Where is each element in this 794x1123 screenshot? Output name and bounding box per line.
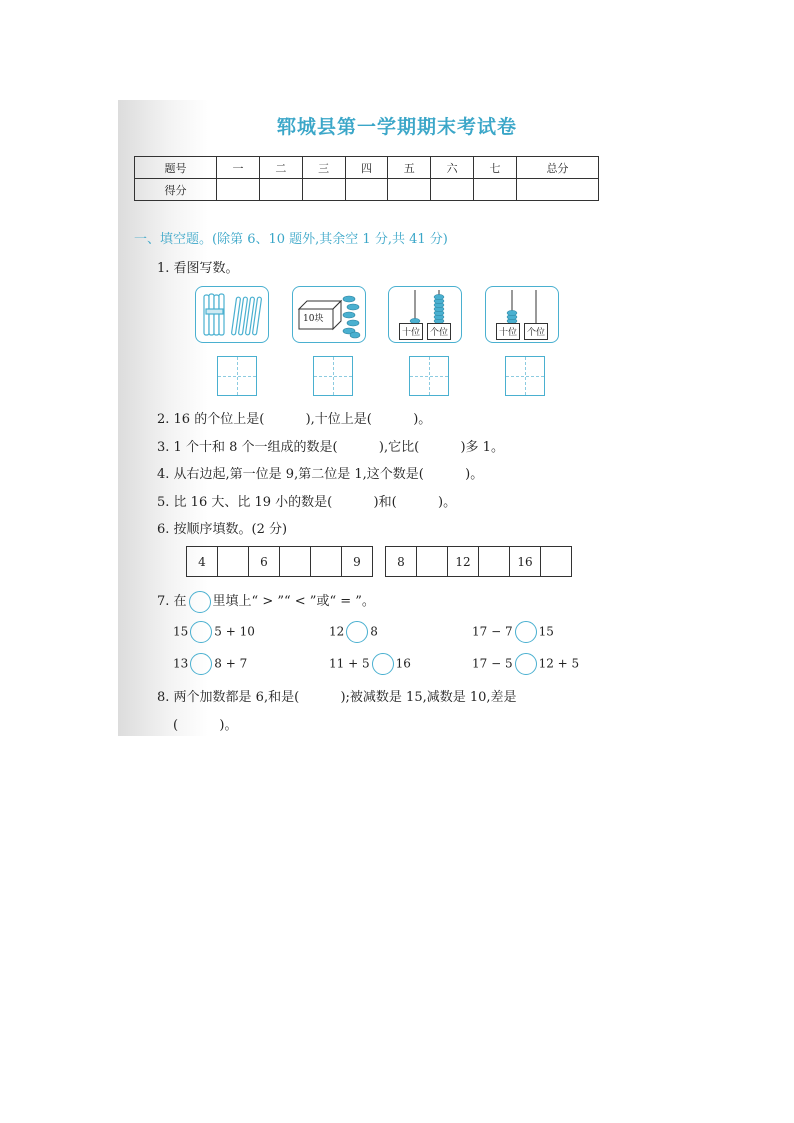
- abacus-picture-2: [485, 286, 559, 343]
- score-header-cell: 五: [388, 157, 431, 179]
- circle-icon: [189, 591, 211, 613]
- score-header-cell: 四: [345, 157, 388, 179]
- comparison-item: [472, 621, 554, 643]
- ones-label: 个位: [524, 323, 548, 340]
- sequence-cell: 8: [386, 547, 417, 577]
- sequence-cell[interactable]: [280, 547, 311, 577]
- question-5: 5. 比 16 大、比 19 小的数是( )和( )。: [157, 495, 457, 510]
- score-header-cell: 总分: [516, 157, 598, 179]
- answer-box[interactable]: [409, 356, 449, 396]
- score-table-header-row: [135, 157, 599, 179]
- score-cell[interactable]: [259, 179, 302, 201]
- sequence-cell[interactable]: [541, 547, 572, 577]
- comparison-left: 11 + 5: [329, 656, 370, 671]
- answer-box[interactable]: [217, 356, 257, 396]
- comparison-item: [173, 653, 247, 675]
- comparison-right: 8 + 7: [214, 656, 248, 671]
- comparison-circle[interactable]: [346, 621, 368, 643]
- score-header-cell: 一: [217, 157, 260, 179]
- comparison-item: [329, 621, 378, 643]
- score-header-cell: 题号: [135, 157, 217, 179]
- section-heading: 一、填空题。(除第 6、10 题外,其余空 1 分,共 41 分): [134, 232, 448, 247]
- question-7: [157, 590, 375, 613]
- ones-label: 个位: [427, 323, 451, 340]
- tens-label: 十位: [399, 323, 423, 340]
- comparison-circle[interactable]: [515, 653, 537, 675]
- sequence-cell: 16: [510, 547, 541, 577]
- comparison-item: [173, 621, 255, 643]
- comparison-circle[interactable]: [190, 653, 212, 675]
- score-cell[interactable]: [388, 179, 431, 201]
- answer-box[interactable]: [313, 356, 353, 396]
- sequence-cell[interactable]: [218, 547, 249, 577]
- score-table-score-row: [135, 179, 599, 201]
- score-header-cell: 七: [474, 157, 517, 179]
- score-cell[interactable]: [516, 179, 598, 201]
- sequence-cell: 6: [249, 547, 280, 577]
- comparison-right: 8: [370, 624, 378, 639]
- comparison-item: [329, 653, 411, 675]
- exam-title: 郓城县第一学期期末考试卷: [276, 116, 517, 138]
- question-7-prefix: 7. 在: [157, 594, 187, 609]
- score-cell[interactable]: [217, 179, 260, 201]
- sequence-table-2: [385, 546, 572, 577]
- comparison-circle[interactable]: [190, 621, 212, 643]
- question-7-suffix: 里填上“ > ”“ < ”或“ = ”。: [212, 594, 375, 609]
- answer-box[interactable]: [505, 356, 545, 396]
- comparison-item: [472, 653, 579, 675]
- score-header-cell: 二: [259, 157, 302, 179]
- score-cell[interactable]: [474, 179, 517, 201]
- sequence-cell: 12: [448, 547, 479, 577]
- score-header-cell: 六: [431, 157, 474, 179]
- tens-label: 十位: [496, 323, 520, 340]
- sequence-cell: 4: [187, 547, 218, 577]
- question-8: 8. 两个加数都是 6,和是( );被减数是 15,减数是 10,差是: [157, 690, 517, 705]
- comparison-circle[interactable]: [515, 621, 537, 643]
- sequence-cell[interactable]: [479, 547, 510, 577]
- comparison-left: 17 − 7: [472, 624, 513, 639]
- sticks-picture: [195, 286, 269, 343]
- comparison-right: 16: [395, 656, 411, 671]
- sequence-cell[interactable]: [417, 547, 448, 577]
- question-4: 4. 从右边起,第一位是 9,第二位是 1,这个数是( )。: [157, 467, 484, 482]
- question-1: 1. 看图写数。: [157, 261, 239, 276]
- score-cell[interactable]: [345, 179, 388, 201]
- question-2: 2. 16 的个位上是( ),十位上是( )。: [157, 412, 432, 427]
- score-table: [134, 156, 599, 201]
- sequence-cell: 9: [342, 547, 373, 577]
- question-6: 6. 按顺序填数。(2 分): [157, 522, 288, 537]
- comparison-circle[interactable]: [372, 653, 394, 675]
- sequence-cell[interactable]: [311, 547, 342, 577]
- sequence-table-1: [186, 546, 373, 577]
- box-label: 10块: [303, 314, 324, 324]
- score-cell[interactable]: [302, 179, 345, 201]
- comparison-right: 5 + 10: [214, 624, 255, 639]
- score-cell[interactable]: [431, 179, 474, 201]
- comparison-left: 12: [329, 624, 345, 639]
- comparison-left: 15: [173, 624, 189, 639]
- question-8-continued: ( )。: [173, 718, 238, 733]
- comparison-right: 15: [538, 624, 554, 639]
- question-3: 3. 1 个十和 8 个一组成的数是( ),它比( )多 1。: [157, 440, 504, 455]
- comparison-left: 13: [173, 656, 189, 671]
- score-row-label: 得分: [135, 179, 217, 201]
- score-header-cell: 三: [302, 157, 345, 179]
- abacus-picture-1: [388, 286, 462, 343]
- comparison-left: 17 − 5: [472, 656, 513, 671]
- comparison-right: 12 + 5: [538, 656, 580, 671]
- candy-box-picture: [292, 286, 366, 343]
